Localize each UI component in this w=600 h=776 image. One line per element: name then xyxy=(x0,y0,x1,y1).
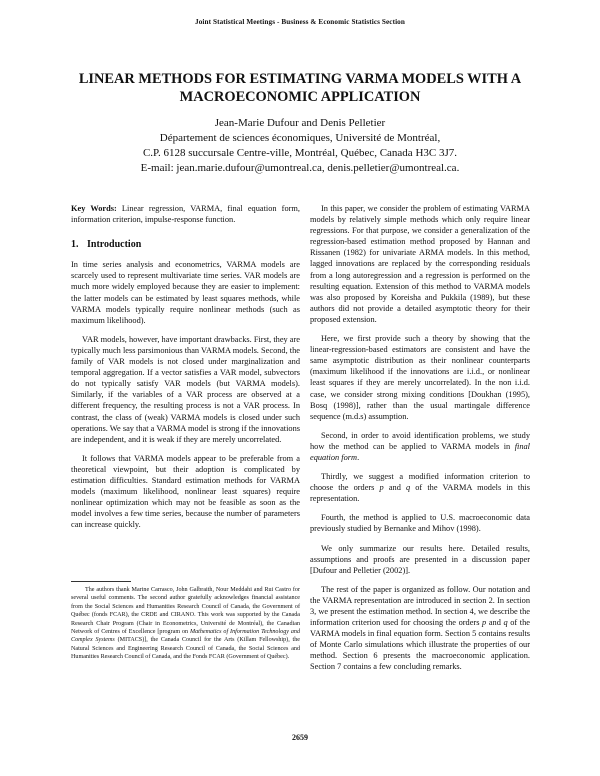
right-paragraph-6: We only summarize our results here. Detailed results, assumptions and proofs are presented in a discussion paper [Dufour and Pelletier (2002)]. xyxy=(310,543,530,575)
right-paragraph-5: Fourth, the method is applied to U.S. macroeconomic data previously studied by Bernanke and Mihov (1998). xyxy=(310,513,530,534)
intro-paragraph-1: In time series analysis and econometrics, VARMA models are scarcely used to represent multivariate time series. VAR models are much more widely employed because they are easier to implement: the latter models can be estimated by least squares methods, while VARMA models typically require nonlinear methods (such as maximum likelihood). xyxy=(71,260,300,325)
paper-title xyxy=(40,70,560,106)
footnote-part-1: The authors thank Marine Carrasco, John Galbraith, Nour Meddahi and Rui Castro for several useful comments. The second author gratefully acknowledges financial assistance from the Social Sciences and Humanities Research Council of Canada, the Government of Québec (fonds FCAR), the CRDE and CIRANO. This work was supported by the Canada Research Chair Program (Chair in Econometrics, Université de Montréal), the Canadian Network of Centres of Excellence [program on xyxy=(71,587,300,636)
intro-paragraph-3: It follows that VARMA models appear to be preferable from a theoretical viewpoint, but their adoption is complicated by estimation difficulties. Standard estimation methods for VARMA models (maximum likelihood, nonlinear least squares) require nonlinear optimization which may not be feasible as soon as the model involves a few time series, because the number of parameters can increase quickly. xyxy=(71,453,300,530)
p7-text-a: The rest of the paper is organized as follow. Our notation and the VARMA representation are introduced in section 2. In section 3, we present the estimation method. In section 4, we describe the information criterion used for choosing the orders xyxy=(310,584,530,628)
running-header: Joint Statistical Meetings - Business & Economic Statistics Section xyxy=(195,18,405,26)
author-affiliation: Département de sciences économiques, Université de Montréal, xyxy=(159,132,441,144)
author-block xyxy=(40,116,560,176)
title-line-2: MACROECONOMIC APPLICATION xyxy=(179,89,421,105)
title-line-1: LINEAR METHODS FOR ESTIMATING VARMA MODELS WITH A xyxy=(78,71,522,87)
right-paragraph-4 xyxy=(310,471,530,504)
section-heading-introduction xyxy=(71,239,300,250)
footnote xyxy=(71,581,300,662)
p7-var-q: q xyxy=(503,618,508,628)
keywords-text: Linear regression, VARMA, final equation form, information criterion, impulse-response function. xyxy=(71,204,300,225)
footnote-part-2: (MITACS)], the Canada Council for the Arts (Killam Fellowship), the Natural Sciences and Engineering Research Council of Canada, the Social Sciences and Humanities Research Council of Canada, and the Fonds FCAR (Government of Québec). xyxy=(71,637,301,661)
right-column xyxy=(310,203,530,673)
p7-text-b: of the VARMA models in final equation form. Section 5 contains results of Monte Carlo simulations which illustrate the properties of our method. Section 6 presents the macroeconomic application. Section 7 contains a few concluding remarks. xyxy=(310,618,531,672)
right-paragraph-3 xyxy=(310,430,530,463)
p4-and: and xyxy=(383,483,406,493)
footnote-italic: Mathematics of Information Technology and Complex Systems xyxy=(71,629,301,644)
section-number: 1. xyxy=(71,239,79,251)
author-address: C.P. 6128 succursale Centre-ville, Montréal, Québec, Canada H3C 3J7. xyxy=(142,147,458,159)
section-title: Introduction xyxy=(87,239,142,251)
right-paragraph-2: Here, we first provide such a theory by showing that the linear-regression-based estimators are consistent and have the same asymptotic distribution as their nonlinear counterparts (maximum likelihood if the innovations are i.i.d., or nonlinear least squares if they are merely uncorrelated). In the non i.i.d. case, we consider strong mixing conditions [Doukhan (1995), Bosq (1998)], rather than the usual martingale difference sequence (m.d.s) assumption. xyxy=(310,334,530,421)
right-paragraph-7 xyxy=(310,584,530,673)
keywords xyxy=(71,203,300,225)
author-email: E-mail: jean.marie.dufour@umontreal.ca, denis.pelletier@umontreal.ca. xyxy=(140,162,460,174)
p4-var-q: q xyxy=(405,483,411,493)
p3-italic: final equation form xyxy=(310,441,530,462)
p4-text-a: Thirdly, we suggest a modified information criterion to choose the orders xyxy=(310,472,530,493)
author-names: Jean-Marie Dufour and Denis Pelletier xyxy=(214,117,386,129)
left-column xyxy=(71,203,300,530)
right-paragraph-1: In this paper, we consider the problem of estimating VARMA models by relatively simple methods which only require linear regressions. For that purpose, we consider a generalization of the regression-based estimation method proposed by Hannan and Rissanen (1982) for univariate ARMA models. In this method, lagged innovations are replaced by the corresponding residuals from a long autoregression and a regression is performed on the resulting equation. Extension of this method to VARMA models was also proposed by Koreisha and Pukkila (1989), but these authors did not provide a detailed asymptotic theory for their proposed extension. xyxy=(310,204,530,324)
footnote-text xyxy=(71,586,300,662)
intro-paragraph-2: VAR models, however, have important drawbacks. First, they are typically much less parsimonious than VARMA models. Second, the family of VAR models is not closed under marginalization and temporal aggregation. If a vector satisfies a VAR model, subvectors do not typically satisfy VAR models (but VARMA models). Similarly, if the variables of a VAR process are observed at a different frequency, the resulting process is not a VAR process. In contrast, the class of (weak) VARMA models is closed under such operations. We say that a VARMA model is strong if the innovations are independent, and it is weak if they are merely uncorrelated. xyxy=(71,334,300,444)
p3-text-b: . xyxy=(357,452,360,462)
p4-var-p: p xyxy=(379,483,384,493)
page-number: 2659 xyxy=(292,733,308,742)
p7-var-p: p xyxy=(482,618,487,628)
footnote-rule xyxy=(71,581,131,582)
keywords-label: Key Words: xyxy=(71,204,117,213)
p3-text-a: Second, in order to avoid identification problems, we study how the method can be applied to VARMA models in xyxy=(310,430,530,451)
p7-and: and xyxy=(486,618,504,628)
p4-text-b: of the VARMA models in this representation. xyxy=(310,483,530,504)
